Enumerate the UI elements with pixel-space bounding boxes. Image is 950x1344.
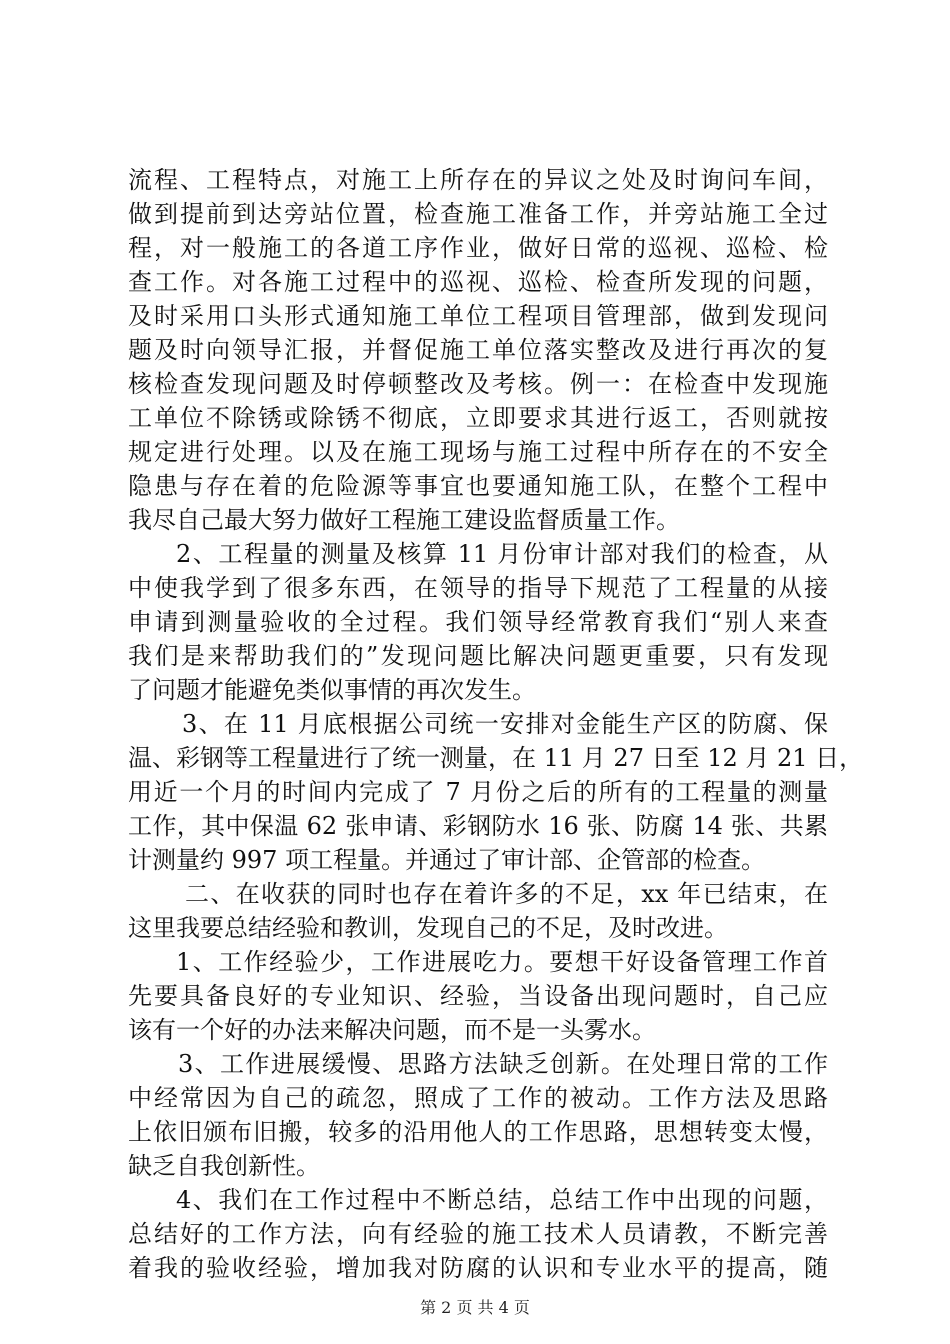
paragraph-first-line: 二、在收获的同时也存在着许多的不足，xx 年已结束，在 — [185, 880, 828, 908]
text-line: 规定进行处理。以及在施工现场与施工过程中所存在的不安全 — [128, 438, 828, 466]
text-line: 先要具备良好的专业知识、经验，当设备出现问题时，自己应 — [128, 982, 828, 1010]
text-line: 用近一个月的时间内完成了 7 月份之后的所有的工程量的测量 — [128, 778, 828, 806]
text-line: 题及时向领导汇报，并督促施工单位落实整改及进行再次的复 — [128, 336, 828, 364]
text-line: 及时采用口头形式通知施工单位工程项目管理部，做到发现问 — [128, 302, 828, 330]
text-line: 我尽自己最大努力做好工程施工建设监督质量工作。 — [128, 506, 680, 534]
text-line: 隐患与存在着的危险源等事宜也要通知施工队，在整个工程中 — [128, 472, 828, 500]
text-line: 着我的验收经验，增加我对防腐的认识和专业水平的提高，随 — [128, 1254, 828, 1282]
text-line: 中经常因为自己的疏忽，照成了工作的被动。工作方法及思路 — [128, 1084, 828, 1112]
text-line: 温、彩钢等工程量进行了统一测量，在 11 月 27 日至 12 月 21 日， — [128, 744, 864, 772]
text-line: 总结好的工作方法，向有经验的施工技术人员请教，不断完善 — [128, 1220, 828, 1248]
paragraph-first-line: 3、工作进展缓慢、思路方法缺乏创新。在处理日常的工作 — [178, 1050, 828, 1078]
text-line: 查工作。对各施工过程中的巡视、巡检、检查所发现的问题， — [128, 268, 828, 296]
text-line: 了问题才能避免类似事情的再次发生。 — [128, 676, 536, 704]
text-line: 计测量约 997 项工程量。并通过了审计部、企管部的检查。 — [128, 846, 766, 874]
text-line: 这里我要总结经验和教训，发现自己的不足，及时改进。 — [128, 914, 728, 942]
text-line: 做到提前到达旁站位置，检查施工准备工作，并旁站施工全过 — [128, 200, 828, 228]
paragraph-first-line: 3、在 11 月底根据公司统一安排对金能生产区的防腐、保 — [182, 710, 828, 738]
text-line: 核检查发现问题及时停顿整改及考核。例一：在检查中发现施 — [128, 370, 828, 398]
text-line: 流程、工程特点，对施工上所存在的异议之处及时询问车间， — [128, 166, 828, 194]
text-line: 程，对一般施工的各道工序作业，做好日常的巡视、巡检、检 — [128, 234, 828, 262]
text-line: 该有一个好的办法来解决问题，而不是一头雾水。 — [128, 1016, 656, 1044]
text-line: 申请到测量验收的全过程。我们领导经常教育我们“别人来查 — [128, 608, 828, 636]
text-line: 上依旧颁布旧搬，较多的沿用他人的工作思路，思想转变太慢， — [128, 1118, 828, 1146]
paragraph-first-line: 2、工程量的测量及核算 11 月份审计部对我们的检查，从 — [176, 540, 828, 568]
text-line: 缺乏自我创新性。 — [128, 1152, 320, 1180]
paragraph-first-line: 4、我们在工作过程中不断总结，总结工作中出现的问题， — [176, 1186, 828, 1214]
text-line: 中使我学到了很多东西，在领导的指导下规范了工程量的从接 — [128, 574, 828, 602]
text-line: 工单位不除锈或除锈不彻底，立即要求其进行返工，否则就按 — [128, 404, 828, 432]
text-line: 我们是来帮助我们的”发现问题比解决问题更重要，只有发现 — [128, 642, 828, 670]
text-line: 工作，其中保温 62 张申请、彩钢防水 16 张、防腐 14 张、共累 — [128, 812, 828, 840]
paragraph-first-line: 1、工作经验少，工作进展吃力。要想干好设备管理工作首 — [176, 948, 828, 976]
page-number-footer: 第 2 页 共 4 页 — [420, 1298, 530, 1317]
